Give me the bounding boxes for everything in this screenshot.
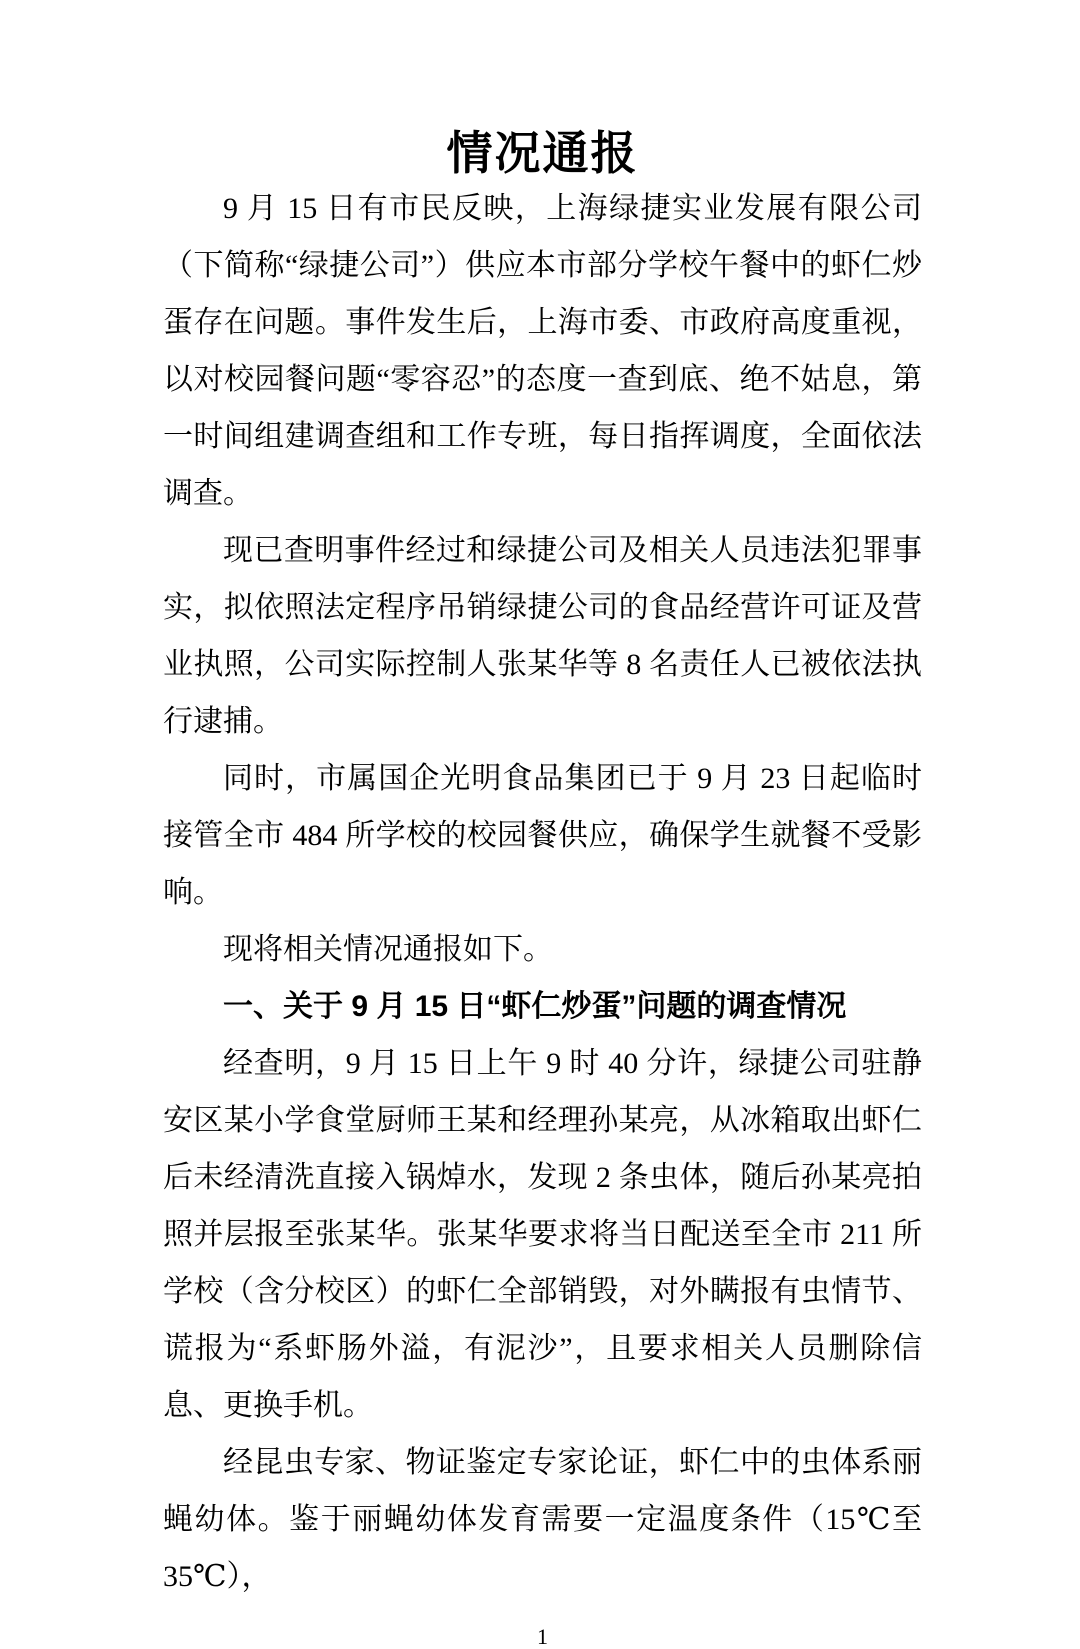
paragraph-expert: 经昆虫专家、物证鉴定专家论证，虾仁中的虫体系丽蝇幼体。鉴于丽蝇幼体发育需要一定温度条件（15℃至 35℃）， — [163, 1446, 922, 1593]
paragraph-findings: 现已查明事件经过和绿捷公司及相关人员违法犯罪事实，拟依照法定程序吊销绿捷公司的食品经营许可证及营业执照，公司实际控制人张某华等 8 名责任人已被依法执行逮捕。 — [163, 534, 922, 738]
paragraph-lead-in: 现将相关情况通报如下。 — [223, 933, 553, 966]
paragraph-investigation: 经查明，9 月 15 日上午 9 时 40 分许，绿捷公司驻静安区某小学食堂厨师王某和经理孙某亮，从冰箱取出虾仁后未经清洗直接入锅焯水，发现 2 条虫体，随后孙某亮拍照并层报至张某华。张某华要求将当日配送至全市 211 所学校（含分校区）的虾仁全部销毁，对外瞒报有虫情节、谎报为“系虾肠外溢，有泥沙”，且要求相关人员删除信息、更换手机。 — [163, 1047, 922, 1422]
page-number: 1 — [537, 1624, 548, 1649]
section-heading: 一、关于 9 月 15 日“虾仁炒蛋”问题的调查情况 — [223, 990, 847, 1023]
paragraph-intro: 9 月 15 日有市民反映，上海绿捷实业发展有限公司（下简称“绿捷公司”）供应本市部分学校午餐中的虾仁炒蛋存在问题。事件发生后，上海市委、市政府高度重视，以对校园餐问题“零容忍”的态度一查到底、绝不姑息，第一时间组建调查组和工作专班，每日指挥调度，全面依法调查。 — [163, 192, 922, 510]
paragraph-takeover: 同时，市属国企光明食品集团已于 9 月 23 日起临时接管全市 484 所学校的校园餐供应，确保学生就餐不受影响。 — [163, 762, 922, 909]
document-title: 情况通报 — [446, 128, 639, 179]
